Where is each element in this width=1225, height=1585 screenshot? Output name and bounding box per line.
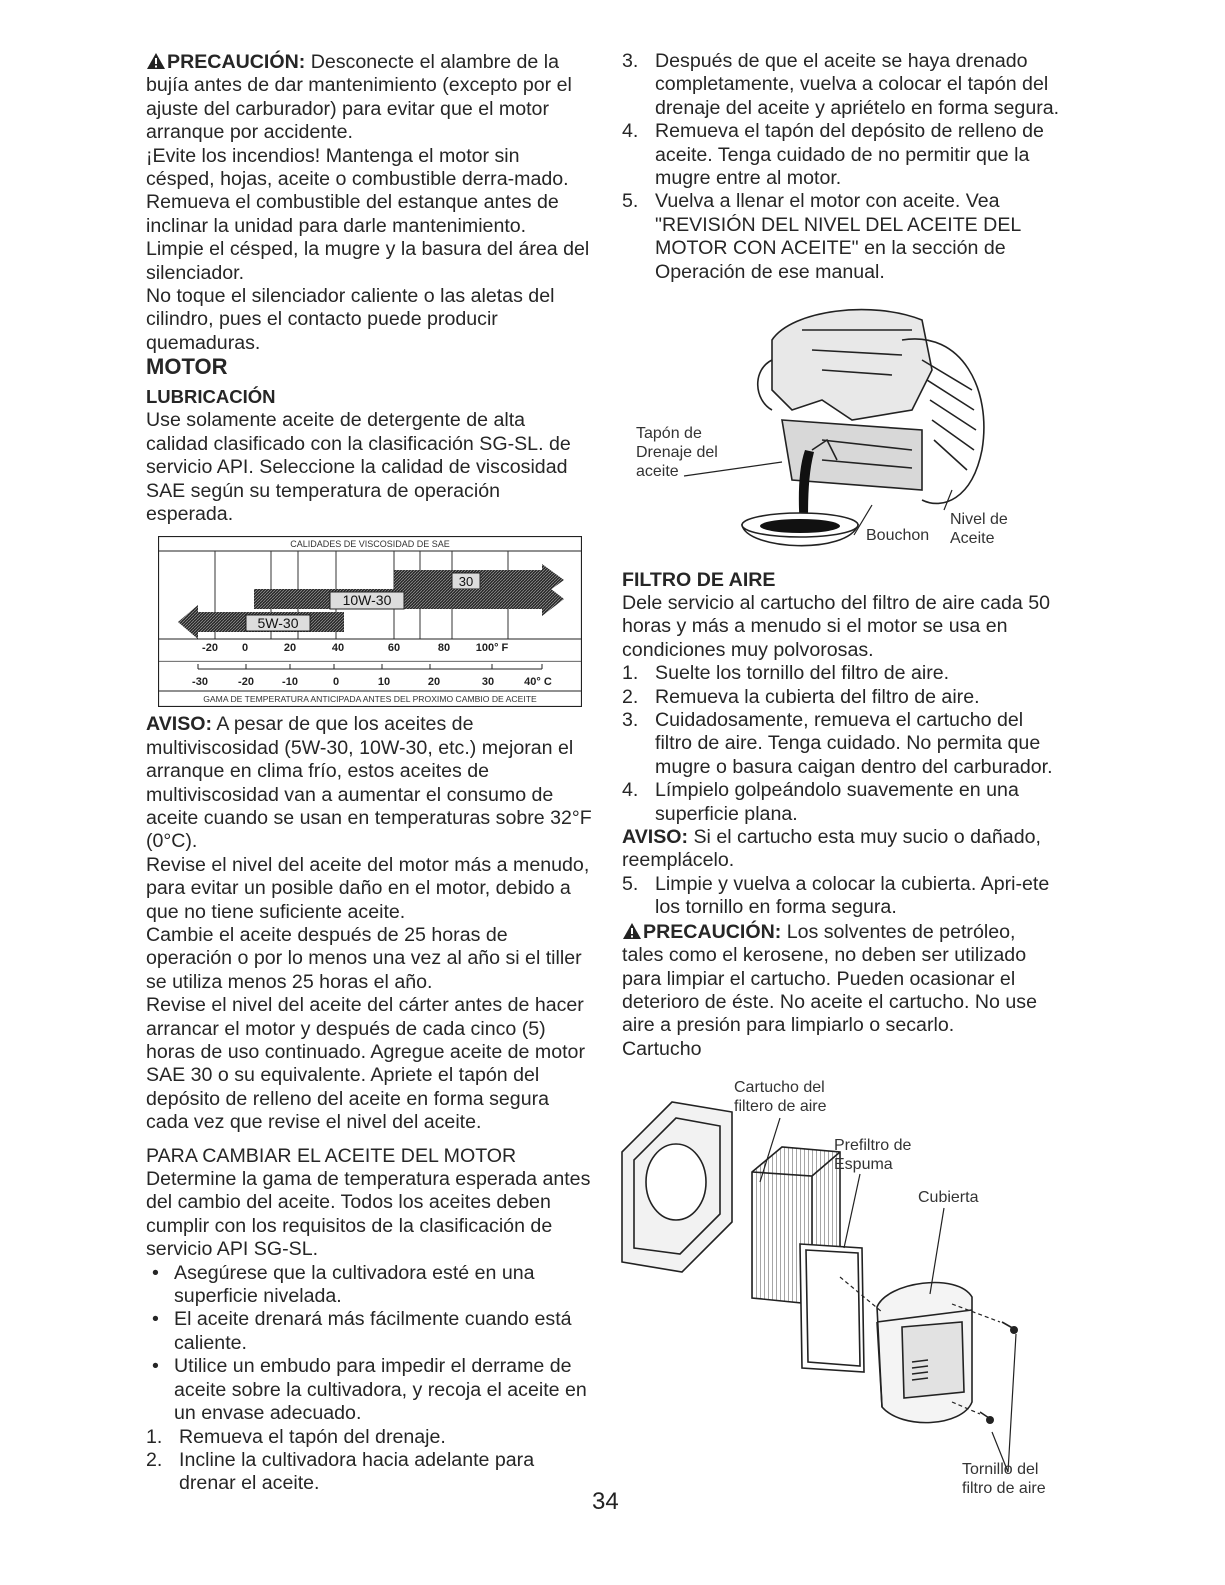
list-item: 4. Límpielo golpeándolo suavemente en una superficie plana. xyxy=(622,779,1019,825)
c-tick: -10 xyxy=(282,676,298,689)
list-item: 4. Remueva el tapón del depósito de relleno de aceite. Tenga cuidado de no permitir que la mugre entre al motor. xyxy=(622,120,1044,190)
chart-footer: GAMA DE TEMPERATURA ANTICIPADA ANTES DEL PROXIMO CAMBIO DE ACEITE xyxy=(203,694,537,705)
left-column xyxy=(146,50,592,1496)
cartucho-text: Cartucho xyxy=(622,1037,702,1060)
list-item: • Asegúrese que la cultivadora esté en una superficie nivelada. xyxy=(146,1262,592,1309)
clean-muffler-text: Limpie el césped, la mugre y la basura del área del silenciador. xyxy=(146,238,590,284)
hot-muffler-text: No toque el silenciador caliente o las aletas del cilindro, pues el contacto puede producir quemaduras. xyxy=(146,285,555,354)
label-nivel-aceite: Nivel de Aceite xyxy=(950,511,1008,547)
filter-service-text: Dele servicio al cartucho del filtro de aire cada 50 horas y más a menudo si el motor se usa en condiciones muy polvorosas. xyxy=(622,592,1051,661)
section-heading-filtro: FILTRO DE AIRE xyxy=(622,569,776,591)
aviso-label-2: AVISO: xyxy=(622,826,689,849)
c-tick: 20 xyxy=(427,676,441,689)
aviso-label-1: AVISO: xyxy=(146,713,213,736)
warning-label-1: PRECAUCIÓN: xyxy=(146,50,305,74)
warning-paragraph-2: PRECAUCIÓN: Los solventes de petróleo, tales como el kerosene, no deben ser utilizado para limpiar el cartucho. Pueden ocasionar el deterioro de éste. No aceite el cartucho. No use aire a presión para limpiarlo o secarlo. xyxy=(622,920,1037,1037)
aviso-paragraph-2: AVISO: Si el cartucho esta muy sucio o dañado, reemplácelo. xyxy=(622,826,1041,872)
right-column xyxy=(622,50,1062,284)
label-bouchon: Bouchon xyxy=(866,527,930,544)
fire-warning-text: ¡Evite los incendios! Mantenga el motor sin césped, hojas, aceite o combustible derra-mado. xyxy=(146,144,569,191)
list-item: 2. Incline la cultivadora hacia adelante para drenar el aceite. xyxy=(146,1448,535,1495)
filter-step-5 xyxy=(622,873,1062,920)
c-tick: 0 xyxy=(332,676,340,689)
c-tick: 10 xyxy=(377,676,391,689)
list-item: 2. Remueva la cubierta del filtro de aire. xyxy=(622,685,980,708)
warning-paragraph-1: PRECAUCIÓN: Desconecte el alambre de la bujía antes de dar mantenimiento (excepto por el ajuste del carburador) para evitar que el motor arranque por accidente. xyxy=(146,51,572,144)
f-tick: 80 xyxy=(437,642,451,655)
list-item: • Utilice un embudo para impedir el derrame de aceite sobre la cultivadora, y recoja el aceite en un envase adecuado. xyxy=(146,1355,592,1425)
fuel-removal-text: Remueva el combustible del estanque antes de inclinar la unidad para darle mantenimiento. xyxy=(146,191,559,237)
warning-triangle-icon xyxy=(146,52,166,70)
determine-range-text: Determine la gama de temperatura esperada antes del cambio del aceite. Todos los aceites deben cumplir con los requisitos de la clasificación de servicio API SG-SL. xyxy=(146,1168,591,1261)
label-tapon-drenaje: Tapón de Drenaje del aceite xyxy=(636,425,718,480)
grade-label-30: 30 xyxy=(458,574,474,590)
label-prefiltro: Prefiltro de Espuma xyxy=(834,1137,912,1173)
c-tick: 40° C xyxy=(524,676,552,689)
check-oil-text: Revise el nivel del aceite del motor más a menudo, para evitar un posible daño en el motor, debido a que no tiene suficiente aceite. xyxy=(146,853,590,923)
refill-steps-list xyxy=(622,50,1062,284)
f-tick: 20 xyxy=(283,642,297,655)
viscosity-chart xyxy=(158,536,582,707)
list-item: 5. Vuelva a llenar el motor con aceite. Vea "REVISIÓN DEL NIVEL DEL ACEITE DEL MOTOR CON ACEITE" en la sección de Operación de ese manual. xyxy=(622,190,1021,283)
label-cubierta: Cubierta xyxy=(918,1189,979,1206)
aviso-paragraph-1: AVISO: A pesar de que los aceites de multiviscosidad (5W-30, 10W-30, etc.) mejoran el arranque en clima frío, estos aceites de multiviscosidad van a aumentar el consumo de aceite cuando se usan en temperaturas sobre 32°F (0°C). xyxy=(146,713,592,853)
f-tick: 40 xyxy=(331,642,345,655)
c-tick: 30 xyxy=(481,676,495,689)
label-cartucho-filtro: Cartucho del filtero de aire xyxy=(734,1079,827,1115)
check-crankcase-text: Revise el nivel del aceite del cárter antes de hacer arrancar el motor y después de cada cinco (5) horas de uso continuado. Agregue aceite de motor SAE 30 o su equivalente. Apriete el tapón del depósito de relleno del aceite en forma segura cada vez que revise el nivel del aceite. xyxy=(146,994,585,1134)
air-filter-illustration xyxy=(612,1072,1062,1502)
chart-title: CALIDADES DE VISCOSIDAD DE SAE xyxy=(290,539,450,550)
warning-label-2: PRECAUCIÓN: xyxy=(622,920,781,944)
grade-label-10w30: 10W-30 xyxy=(342,592,392,609)
oil-drain-illustration xyxy=(622,300,1062,570)
label-tornillo: Tornillo del filtro de aire xyxy=(962,1461,1046,1497)
section-heading-motor: MOTOR xyxy=(146,354,228,380)
list-item: 1. Remueva el tapón del drenaje. xyxy=(146,1425,446,1448)
oil-type-text: Use solamente aceite de detergente de alta calidad clasificado con la clasificación SG-SL. de servicio API. Seleccione la calidad de viscosidad SAE según su temperatura de operación esperada. xyxy=(146,409,571,525)
drain-steps-list xyxy=(146,1426,592,1496)
f-tick: 60 xyxy=(387,642,401,655)
c-tick: -30 xyxy=(192,676,208,689)
filter-steps-list xyxy=(622,662,1062,826)
subheading-cambiar-aceite: PARA CAMBIAR EL ACEITE DEL MOTOR xyxy=(146,1144,517,1167)
f-tick: 100° F xyxy=(475,642,509,655)
prep-bullet-list xyxy=(146,1262,592,1426)
list-item: 5. Limpie y vuelva a colocar la cubierta. Apri-ete los tornillo en forma segura. xyxy=(622,872,1050,919)
list-item: • El aceite drenará más fácilmente cuando está caliente. xyxy=(146,1308,592,1355)
change-oil-text: Cambie el aceite después de 25 horas de operación o por lo menos una vez al año si el tiller se utiliza menos 25 horas el año. xyxy=(146,923,582,993)
subheading-lubricacion: LUBRICACIÓN xyxy=(146,386,276,408)
list-item: 3. Cuidadosamente, remueva el cartucho del filtro de aire. Tenga cuidado. No permita que mugre o basura caigan dentro del carburador. xyxy=(622,709,1053,778)
list-item: 1. Suelte los tornillo del filtro de aire. xyxy=(622,662,950,685)
c-tick: -20 xyxy=(238,676,254,689)
f-tick: -20 xyxy=(202,642,218,655)
warning-triangle-icon xyxy=(622,922,642,940)
list-item: 3. Después de que el aceite se haya drenado completamente, vuelva a colocar el tapón del drenaje del aceite y apriételo en forma segura. xyxy=(622,50,1060,119)
grade-label-5w30: 5W-30 xyxy=(257,615,299,632)
page-number: 34 xyxy=(592,1488,619,1515)
right-column-lower xyxy=(622,568,1062,1061)
f-tick: 0 xyxy=(241,642,249,655)
